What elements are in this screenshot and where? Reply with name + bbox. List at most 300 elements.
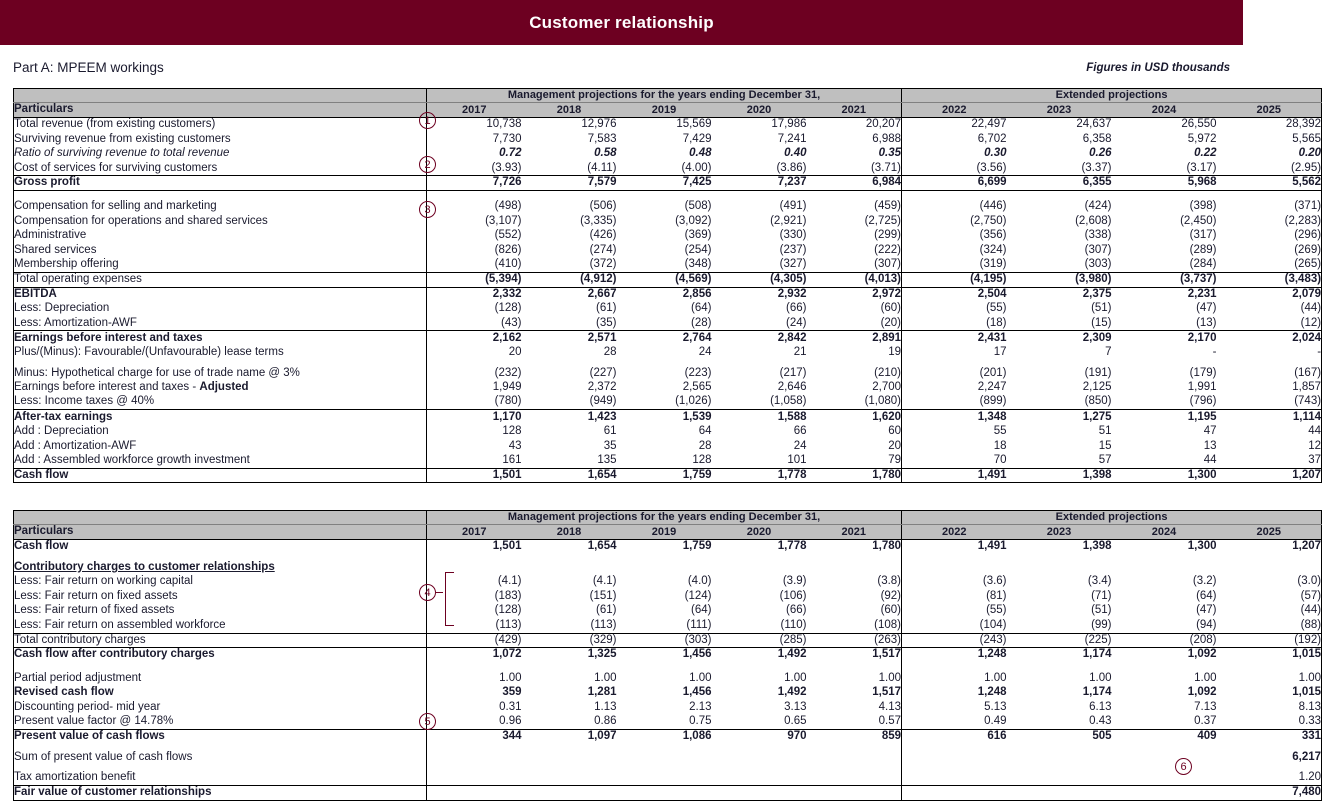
cell-value: 1.20 (1217, 771, 1322, 786)
table-row (14, 199, 1322, 214)
cell-value: 2,231 (1187, 287, 1217, 300)
cell-value: 70 (902, 454, 1007, 469)
cell-value: (51) (1091, 302, 1112, 315)
cell-value: 7,730 (427, 132, 522, 147)
cell-value: 2,842 (777, 331, 807, 344)
marker-5-icon[interactable]: 5 (419, 713, 436, 730)
cell-value: 6,358 (1082, 132, 1112, 145)
cell-value (902, 785, 1007, 800)
cell-value: (64) (691, 302, 712, 315)
cell-value: (4,569) (617, 272, 712, 287)
cell-value: (64) (691, 604, 712, 617)
cell-value: 7.13 (1194, 700, 1217, 713)
cell-value: 7,425 (617, 176, 712, 191)
cell-value: (3.93) (427, 161, 522, 176)
cell-value: 6,699 (902, 176, 1007, 191)
cell-value: 20 (888, 439, 902, 452)
spacer-row (14, 190, 1322, 199)
cell-value: 1,072 (427, 648, 522, 663)
cell-value: (12) (1217, 316, 1322, 331)
row-label: Tax amortization benefit (14, 771, 427, 786)
table-row (14, 243, 1322, 258)
cell-value: (2,283) (1284, 214, 1322, 227)
table-row (14, 589, 1322, 604)
cell-value: (192) (1217, 633, 1322, 648)
cell-value: 1,654 (587, 540, 617, 553)
cell-value: 1,174 (1082, 648, 1112, 661)
cell-value: (151) (589, 589, 617, 602)
cell-value: (99) (1007, 618, 1112, 633)
year-header-b-2021: 2021 (807, 525, 902, 540)
cell-value: 359 (427, 686, 522, 701)
cell-value: (780) (427, 395, 522, 410)
row-label: Less: Fair return on working capital (14, 575, 193, 588)
cell-value: (398) (1189, 200, 1217, 213)
cell-value: 616 (902, 730, 1007, 745)
cell-value: (289) (1189, 243, 1217, 256)
table-row (14, 331, 1322, 346)
year-header-b-2022: 2022 (902, 525, 1007, 540)
cell-value: 64 (698, 424, 712, 437)
table-row (14, 686, 1322, 701)
year-header-b-2018: 2018 (522, 525, 617, 540)
cell-value: 60 (888, 424, 902, 437)
cell-value: - (1317, 345, 1322, 358)
cell-value: 0.48 (689, 147, 712, 160)
cell-value: 35 (603, 439, 617, 452)
cell-value: (5,394) (427, 272, 522, 287)
cell-value: 1,398 (1082, 540, 1112, 553)
cell-value: 7,241 (777, 132, 807, 145)
cell-value: 7,237 (712, 176, 807, 191)
table-b-container (13, 510, 1322, 801)
cell-value: 5,565 (1292, 132, 1322, 145)
cell-value: 6,217 (1292, 750, 1322, 763)
cell-value: (4,305) (712, 272, 807, 287)
row-label: Earnings before interest and taxes (14, 331, 203, 344)
table-row (14, 700, 1322, 715)
cell-value: 1,517 (872, 648, 902, 661)
cell-value: 6.13 (1089, 700, 1112, 713)
cell-value: (307) (1084, 243, 1112, 256)
cell-value: 0.49 (902, 715, 1007, 730)
cell-value: (208) (1112, 633, 1217, 648)
cell-value: (71) (1091, 589, 1112, 602)
cell-value: 15,569 (676, 118, 712, 131)
cell-value: 0.75 (617, 715, 712, 730)
cell-value: 2,375 (1082, 287, 1112, 300)
year-header-2019: 2019 (617, 103, 712, 118)
cell-value: 6,988 (872, 132, 902, 145)
marker-4-icon[interactable]: 4 (419, 584, 436, 601)
cell-value: 1,492 (777, 648, 807, 661)
cell-value: (92) (880, 589, 902, 602)
cell-value: (303) (617, 633, 712, 648)
cell-value: 970 (787, 730, 807, 743)
cell-value: 1,207 (1292, 540, 1322, 553)
part-a-label: Part A: MPEEM workings (13, 60, 164, 75)
cell-value: 0.35 (878, 147, 902, 160)
cell-value: 19 (888, 345, 902, 358)
cell-value: 1,456 (682, 686, 712, 699)
cell-value: 1,759 (682, 540, 712, 553)
cell-value: 20 (427, 345, 522, 360)
cell-value: (3.9) (782, 575, 807, 588)
spacer-cell (14, 190, 427, 199)
cell-value: (43) (427, 316, 522, 331)
table-b-year-row (14, 525, 1322, 540)
table-row (14, 118, 1322, 133)
table-b-band-row (14, 511, 1322, 525)
cell-value: (18) (902, 316, 1007, 331)
cell-value: (243) (902, 633, 1007, 648)
cell-value: (201) (902, 366, 1007, 381)
year-header-b-2024: 2024 (1112, 525, 1217, 540)
row-label: Minus: Hypothetical charge for use of trade name @ 3% (14, 366, 300, 379)
table-row (14, 424, 1322, 439)
cell-value: 12 (1308, 439, 1322, 452)
row-label: Less: Fair return on fixed assets (14, 589, 178, 602)
cell-value: 1,991 (1187, 381, 1217, 394)
cell-value: (167) (1294, 366, 1322, 379)
cell-value: (508) (684, 200, 712, 213)
table-a-container (13, 88, 1322, 483)
cell-value (427, 785, 522, 800)
band-management-projections: Management projections for the years ending December 31, (427, 89, 902, 103)
cell-value: (307) (807, 258, 902, 273)
cell-value: (3,483) (1217, 272, 1322, 287)
row-label: Sum of present value of cash flows (14, 750, 193, 763)
cell-value: 17,986 (771, 118, 807, 131)
cell-value: (348) (617, 258, 712, 273)
cell-value: 2,079 (1292, 287, 1322, 300)
cell-value: 0.40 (784, 147, 807, 160)
cell-value: (303) (1007, 258, 1112, 273)
cell-value: (3,107) (427, 214, 522, 229)
cell-value: 1.00 (1298, 671, 1322, 684)
cell-value: (329) (522, 633, 617, 648)
contributory-charges-table (13, 510, 1322, 801)
table-row (14, 258, 1322, 273)
cell-value: 1,300 (1187, 540, 1217, 553)
row-label: Discounting period- mid year (14, 700, 161, 713)
row-label (14, 381, 427, 396)
row-label: Cash flow after contributory charges (14, 648, 215, 661)
cell-value: (327) (712, 258, 807, 273)
cell-value: (274) (589, 243, 617, 256)
cell-value: (3.56) (902, 161, 1007, 176)
cell-value: 0.96 (427, 715, 522, 730)
cell-value: 2,162 (427, 331, 522, 346)
spacer-cell (14, 662, 427, 671)
cell-value: (3.71) (807, 161, 902, 176)
cell-value: 409 (1197, 730, 1217, 743)
cell-value: 135 (522, 454, 617, 469)
cell-value: (124) (684, 589, 712, 602)
cell-value: (35) (522, 316, 617, 331)
cell-value: 1,195 (1187, 410, 1217, 423)
cell-value: 1,398 (1082, 468, 1112, 481)
cell-value: 2,247 (902, 381, 1007, 396)
cell-value: 1,097 (587, 730, 617, 743)
row-label: Less: Income taxes @ 40% (14, 395, 427, 410)
row-label: Cost of services for surviving customers (14, 161, 427, 176)
cell-value: 1,780 (872, 468, 902, 481)
cell-value: (3,980) (1007, 272, 1112, 287)
cell-value: (108) (807, 618, 902, 633)
table-row (14, 454, 1322, 469)
cell-value: 0.43 (1007, 715, 1112, 730)
cell-value: 1,620 (872, 410, 902, 423)
cell-value: 1,325 (587, 648, 617, 661)
band-extended-projections: Extended projections (902, 89, 1322, 103)
table-row (14, 287, 1322, 302)
table-a-year-row (14, 103, 1322, 118)
cell-value: 37 (1217, 454, 1322, 469)
cell-value: 859 (881, 730, 902, 743)
cell-value: (217) (779, 366, 807, 379)
table-row (14, 214, 1322, 229)
cell-value: 505 (1092, 730, 1112, 743)
cell-value: 1,423 (587, 410, 617, 423)
cell-value: 24 (698, 345, 712, 358)
cell-value: 1.00 (594, 671, 617, 684)
year-header-2020: 2020 (712, 103, 807, 118)
cell-value: 1,174 (1082, 686, 1112, 699)
row-label: Shared services (14, 243, 97, 256)
row-label: Revised cash flow (14, 686, 114, 699)
particulars-header: Particulars (14, 103, 427, 118)
cell-value: 1,654 (587, 468, 617, 481)
cell-value: 2,309 (1082, 331, 1112, 344)
cell-value: (4.00) (617, 161, 712, 176)
cell-value: (81) (902, 589, 1007, 604)
cell-value: 161 (427, 454, 522, 469)
cell-value: 7,480 (1292, 785, 1322, 798)
cell-value: 1,501 (427, 468, 522, 483)
cell-value: 66 (793, 424, 807, 437)
cell-value: (237) (779, 243, 807, 256)
cell-value: (20) (807, 316, 902, 331)
cell-value: 1,114 (1292, 410, 1322, 423)
cell-value: (269) (1294, 243, 1322, 256)
cell-value: 7,583 (587, 132, 617, 145)
cell-value: 1,778 (777, 540, 807, 553)
cell-value (902, 771, 1007, 786)
cell-value: (88) (1217, 618, 1322, 633)
cell-value: 1,539 (682, 410, 712, 423)
table-row (14, 345, 1322, 360)
cell-value: (743) (1217, 395, 1322, 410)
cell-value: (2,608) (1075, 214, 1112, 227)
cell-value: 0.86 (522, 715, 617, 730)
table-row (14, 671, 1322, 686)
table-row (14, 633, 1322, 648)
cell-value: (3.4) (1087, 575, 1112, 588)
cell-value: 101 (712, 454, 807, 469)
cell-value: (319) (902, 258, 1007, 273)
cell-value: 1,092 (1187, 686, 1217, 699)
cell-value: (2,450) (1180, 214, 1217, 227)
cell-value: 7,726 (427, 176, 522, 191)
cell-value: 10,738 (427, 118, 522, 133)
cell-value: 1,588 (777, 410, 807, 423)
cell-value: 44 (1112, 454, 1217, 469)
cell-value: (61) (596, 302, 617, 315)
row-label: Total revenue (from existing customers) (14, 118, 216, 131)
cell-value: 0.37 (1112, 715, 1217, 730)
cell-value: (57) (1300, 589, 1322, 602)
marker-1-icon[interactable]: 1 (419, 112, 436, 129)
cell-value: 1,300 (1187, 468, 1217, 481)
row-label: Partial period adjustment (14, 671, 142, 684)
cell-value: (4.0) (687, 575, 712, 588)
year-header-b-2019: 2019 (617, 525, 712, 540)
cell-value: 5,972 (1187, 132, 1217, 145)
year-header-2018: 2018 (522, 103, 617, 118)
table-row (14, 730, 1322, 745)
band-extended-projections-b: Extended projections (902, 511, 1322, 525)
cell-value: 1.00 (878, 671, 902, 684)
cell-value: 1.00 (689, 671, 712, 684)
cell-value: 1,207 (1292, 468, 1322, 481)
cell-value: 6,984 (807, 176, 902, 191)
cell-value: (60) (880, 604, 902, 617)
cell-value: (223) (684, 366, 712, 379)
cell-value: 1.00 (784, 671, 807, 684)
marker-2-icon[interactable]: 2 (419, 156, 436, 173)
cell-value: 1,015 (1292, 686, 1322, 699)
table-row (14, 410, 1322, 425)
cell-value: 6,355 (1007, 176, 1112, 191)
cell-value: (498) (427, 199, 522, 214)
page-title: Customer relationship (529, 12, 714, 32)
cell-value: 12,976 (581, 118, 617, 131)
table-row (14, 302, 1322, 317)
year-header-b-2017: 2017 (427, 525, 522, 540)
cell-value: 2,565 (682, 381, 712, 394)
cell-value: (284) (1112, 258, 1217, 273)
cell-value: 43 (427, 439, 522, 454)
cell-value: 2,431 (902, 331, 1007, 346)
row-label: Add : Amortization-AWF (14, 439, 137, 452)
cell-value: 2,170 (1187, 331, 1217, 344)
cell-value: 0.58 (594, 147, 617, 160)
row-label: Surviving revenue from existing customers (14, 132, 231, 145)
cell-value: (15) (1007, 316, 1112, 331)
cell-value: (66) (786, 302, 807, 315)
table-row (14, 560, 1322, 575)
cell-value: (446) (902, 199, 1007, 214)
cell-value: (410) (427, 258, 522, 273)
row-label: Ratio of surviving revenue to total revenue (14, 147, 230, 160)
marker-6-icon[interactable]: 6 (1175, 758, 1192, 775)
cell-value: (552) (427, 229, 522, 244)
cell-value: 1,248 (902, 686, 1007, 701)
cell-value: (2.95) (1217, 161, 1322, 176)
cell-value: (2,750) (902, 214, 1007, 229)
cell-value: (4.1) (592, 575, 617, 588)
cell-value: (104) (902, 618, 1007, 633)
section-heading-contributory-charges: Contributory charges to customer relationships (14, 560, 275, 573)
cell-value: (424) (1084, 200, 1112, 213)
cell-value: 6,702 (902, 132, 1007, 147)
cell-value: (371) (1294, 200, 1322, 213)
cell-value: (94) (1112, 618, 1217, 633)
cell-value: 0.57 (807, 715, 902, 730)
cell-value: 0.26 (1089, 147, 1112, 160)
cell-value: (110) (712, 618, 807, 633)
cell-value: 18 (902, 439, 1007, 454)
cell-value: (111) (617, 618, 712, 633)
cell-value: 24,637 (1076, 118, 1112, 131)
cell-value: (3.17) (1112, 161, 1217, 176)
table-row (14, 468, 1322, 483)
marker-3-icon[interactable]: 3 (419, 201, 436, 218)
cell-value: 1,517 (872, 686, 902, 699)
cell-value: (338) (1084, 229, 1112, 242)
cell-value: (232) (427, 366, 522, 381)
cell-value: 1.00 (427, 671, 522, 686)
cell-value: 1,491 (902, 468, 1007, 483)
marker-4-stem (436, 592, 443, 593)
cell-value (427, 750, 522, 765)
cell-value: 2,856 (682, 287, 712, 300)
cell-value: 17 (902, 345, 1007, 360)
cell-value: 2.13 (689, 700, 712, 713)
cell-value: (369) (684, 229, 712, 242)
cell-value: (113) (522, 618, 617, 633)
cell-value: (2,921) (770, 214, 807, 227)
table-a-band-row (14, 89, 1322, 103)
cell-value (427, 771, 522, 786)
cell-value: (3.8) (877, 575, 902, 588)
cell-value: (183) (427, 589, 522, 604)
cell-value: (263) (807, 633, 902, 648)
cell-value: (3.6) (902, 575, 1007, 590)
cell-value: (317) (1189, 229, 1217, 242)
table-row (14, 540, 1322, 555)
cell-value: 1,949 (427, 381, 522, 396)
row-label: Fair value of customer relationships (14, 785, 212, 798)
row-label: Membership offering (14, 258, 427, 273)
cell-value: 1,275 (1082, 410, 1112, 423)
cell-value: 2,571 (587, 331, 617, 344)
subheader-row (0, 60, 1243, 84)
cell-value: (285) (712, 633, 807, 648)
cell-value: (254) (684, 243, 712, 256)
cell-value: 1,456 (682, 648, 712, 661)
cell-value: 79 (807, 454, 902, 469)
table-row (14, 604, 1322, 619)
cell-value: 51 (1098, 424, 1112, 437)
spacer-row (14, 662, 1322, 671)
cell-value: (4,912) (522, 272, 617, 287)
row-label: Total contributory charges (14, 633, 427, 648)
cell-value: 1,491 (902, 540, 1007, 555)
cell-value: (1,026) (617, 395, 712, 410)
cell-value (902, 560, 1007, 575)
row-label: Add : Assembled workforce growth investment (14, 454, 427, 469)
cell-value: (3,737) (1112, 272, 1217, 287)
cell-value: 2,332 (427, 287, 522, 302)
cell-value: (491) (779, 200, 807, 213)
cell-value: 128 (427, 424, 522, 439)
year-header-2017: 2017 (427, 103, 522, 118)
cell-value: 1,092 (1187, 648, 1217, 661)
cell-value: 0.65 (712, 715, 807, 730)
cell-value: 15 (1098, 439, 1112, 452)
